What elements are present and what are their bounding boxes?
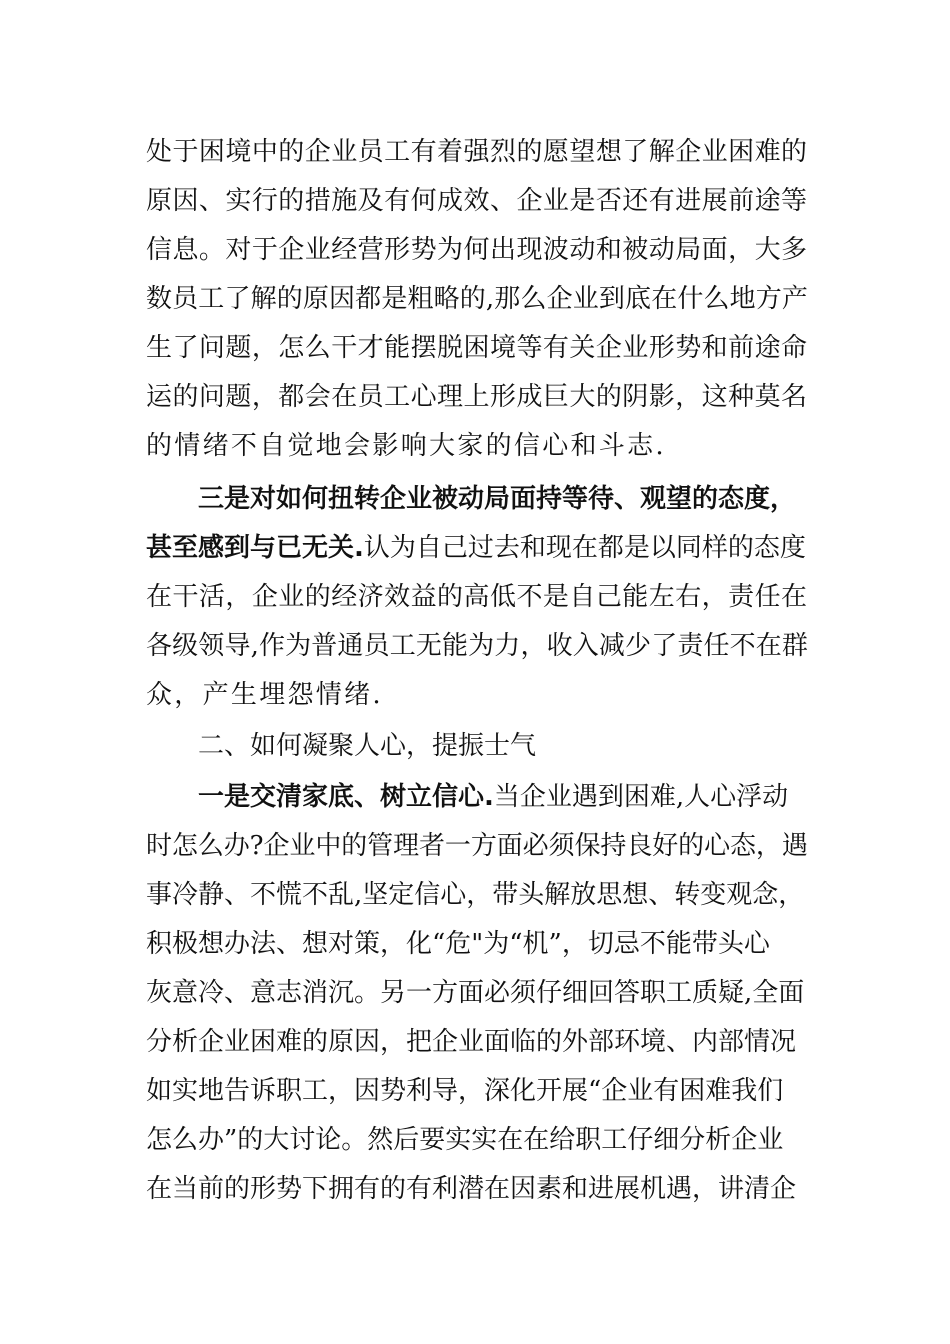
paragraph-line: 运的问题，都会在员工心理上形成巨大的阴影，这种莫名 — [146, 382, 808, 412]
paragraph-line: 众，产生埋怨情绪. — [146, 680, 383, 710]
paragraph-line: 积极想办法、想对策，化“危"为“机”，切忌不能带头心 — [146, 929, 770, 959]
paragraph-line: 事冷静、不慌不乱,坚定信心，带头解放思想、转变观念， — [146, 880, 805, 910]
paragraph-line: 处于困境中的企业员工有着强烈的愿望想了解企业困难的 — [146, 137, 808, 167]
paragraph-line: 分析企业困难的原因，把企业面临的外部环境、内部情况 — [146, 1027, 797, 1057]
bold-lead-sentence: 一是交清家底、树立信心. — [198, 782, 494, 812]
paragraph-line: 如实地告诉职工，因势利导，深化开展“企业有困难我们 — [146, 1076, 784, 1106]
paragraph-line: 在当前的形势下拥有的有利潜在因素和进展机遇，讲清企 — [146, 1174, 797, 1204]
section-heading: 二、如何凝聚人心，提振士气 — [198, 731, 537, 761]
paragraph-text: 当企业遇到困难,人心浮动 — [493, 782, 789, 812]
paragraph-line — [198, 782, 788, 812]
paragraph-line: 信息。对于企业经营形势为何出现波动和被动局面，大多 — [146, 235, 808, 265]
paragraph-line: 灰意冷、意志消沉。另一方面必须仔细回答职工质疑,全面 — [146, 978, 805, 1008]
paragraph-line: 时怎么办?企业中的管理者一方面必须保持良好的心态，遇 — [146, 831, 808, 861]
paragraph-text: 认为自己过去和现在都是以同样的态度 — [363, 533, 806, 563]
paragraph-line: 怎么办”的大讨论。然后要实实在在给职工仔细分析企业 — [146, 1125, 784, 1155]
paragraph-line: 在干活，企业的经济效益的高低不是自己能左右，责任在 — [146, 582, 808, 612]
bold-lead-sentence: 三是对如何扭转企业被动局面持等待、观望的态度， — [198, 484, 797, 514]
paragraph-line — [146, 533, 806, 563]
paragraph-line: 各级领导,作为普通员工无能为力，收入减少了责任不在群 — [146, 631, 809, 661]
bold-lead-sentence: 甚至感到与已无关. — [146, 533, 364, 563]
paragraph-line: 生了问题，怎么干才能摆脱困境等有关企业形势和前途命 — [146, 333, 808, 363]
paragraph-line: 原因、实行的措施及有何成效、企业是否还有进展前途等 — [146, 186, 808, 216]
paragraph-line: 的情绪不自觉地会影响大家的信心和斗志. — [146, 431, 666, 461]
paragraph-line: 数员工了解的原因都是粗略的,那么企业到底在什么地方产 — [146, 284, 809, 314]
